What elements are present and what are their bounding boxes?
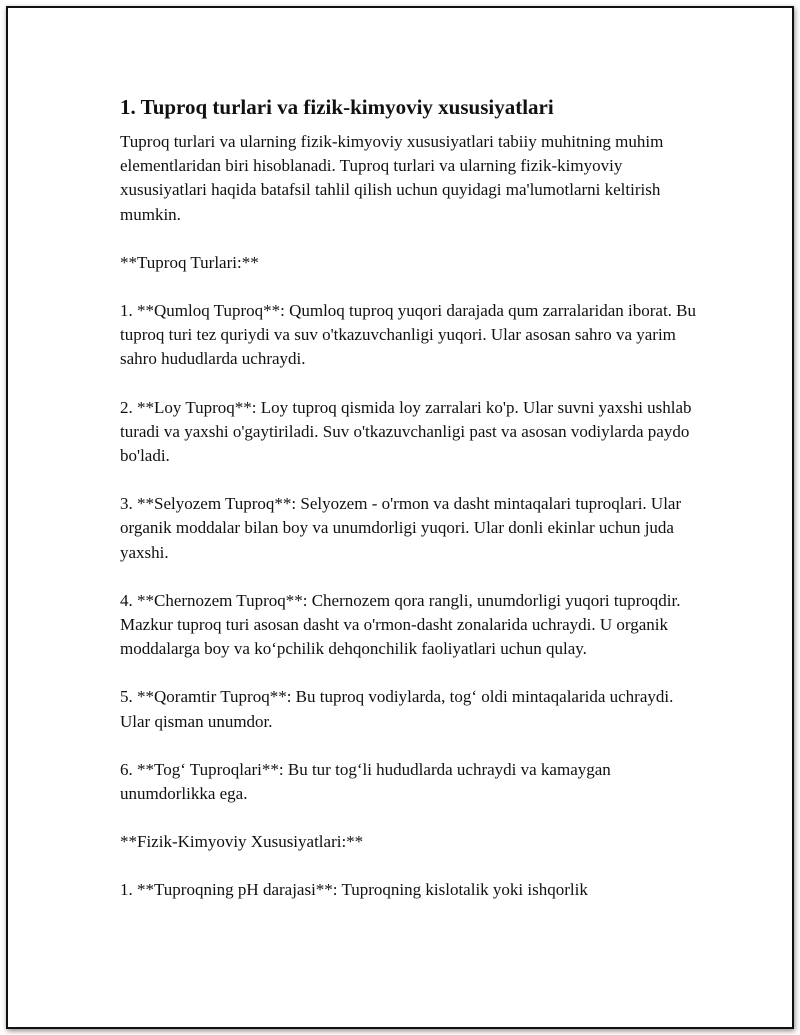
soil-type-clay: 2. **Loy Tuproq**: Loy tuproq qismida loy zarralari ko'p. Ular suvni yaxshi ushlab turadi va yaxshi o'gaytiriladi. Suv o'tkazuvchanligi past va asosan vodiylarda paydo bo'ladi.	[120, 397, 692, 466]
soil-types-label: **Tuproq Turlari:**	[120, 252, 259, 272]
soil-type-chernozem: 4. **Chernozem Tuproq**: Chernozem qora rangli, unumdorligi yuqori tuproqdir. Mazkur tuproq turi asosan dasht va o'rmon-dasht zonalarida uchraydi. U organik moddalarga boy va koʻpchilik dehqonchilik faoliyatlari uchun qulay.	[120, 590, 681, 659]
soil-type-qoramtir: 5. **Qoramtir Tuproq**: Bu tuproq vodiylarda, togʻ oldi mintaqalarida uchraydi. Ular qisman unumdor.	[120, 687, 674, 731]
document-page	[6, 6, 794, 1029]
soil-type-sandy: 1. **Qumloq Tuproq**: Qumloq tuproq yuqori darajada qum zarralaridan iborat. Bu tuproq turi tez quriydi va suv o'tkazuvchanligi yuqori. Ular asosan sahro va yarim sahro hududlarda uchraydi.	[120, 301, 697, 369]
properties-label: **Fizik-Kimyoviy Xususiyatlari:**	[120, 832, 364, 852]
soil-type-selyozem: 3. **Selyozem Tuproq**: Selyozem - o'rmon va dasht mintaqalari tuproqlari. Ular organik moddalar bilan boy va unumdorligi yuqori. Ular donli ekinlar uchun juda yaxshi.	[120, 494, 682, 562]
section-heading: 1. Tuproq turlari va fizik-kimyoviy xususiyatlari	[120, 95, 554, 119]
document-body	[120, 94, 700, 927]
soil-type-mountain: 6. **Togʻ Tuproqlari**: Bu tur togʻli hududlarda uchraydi va kamaygan unumdorlikka ega.	[120, 759, 611, 804]
property-ph: 1. **Tuproqning pH darajasi**: Tuproqning kislotalik yoki ishqorlik	[120, 880, 588, 900]
intro-paragraph: Tuproq turlari va ularning fizik-kimyoviy xususiyatlari tabiiy muhitning muhim elementlaridan biri hisoblanadi. Tuproq turlari va ularning fizik-kimyoviy xususiyatlari haqida batafsil tahlil qilish uchun quyidagi ma'lumotlarni keltirish mumkin.	[120, 132, 664, 224]
